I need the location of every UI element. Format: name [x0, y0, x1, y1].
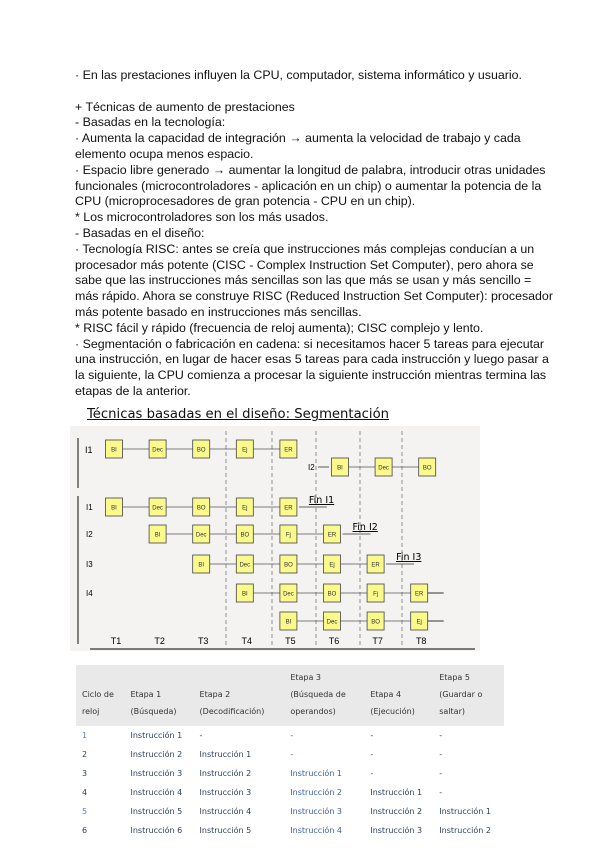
time-label: T6 — [328, 636, 340, 646]
table-cell: - — [439, 769, 443, 778]
table-cell: Instrucción 2 — [199, 769, 252, 778]
table-cell: Instrucción 4 — [130, 788, 183, 797]
stage-label: BO — [371, 619, 380, 626]
time-label: T8 — [415, 636, 427, 646]
table-cell: Instrucción 2 — [130, 750, 183, 759]
stage-label: ER — [284, 447, 293, 454]
stage-label: BO — [196, 505, 206, 512]
stage-label: Ej — [416, 619, 422, 626]
row-label: I1 — [85, 445, 93, 455]
table-cell: Instrucción 2 — [290, 788, 343, 797]
time-label: T2 — [154, 636, 165, 646]
stage-label: Ej — [242, 447, 248, 454]
stage-label: ER — [284, 505, 293, 512]
paragraph: * RISC fácil y rápido (frecuencia de reloj aumenta); CISC complejo y lento. — [75, 320, 484, 335]
table-cell: Instrucción 3 — [130, 769, 183, 778]
column-header: Etapa 2 (Decodificación) — [194, 665, 285, 726]
table-cell: Instrucción 5 — [130, 807, 183, 816]
stage-label: BO — [284, 562, 293, 569]
stage-label: Ej — [329, 562, 335, 569]
table-cell: - — [370, 769, 374, 778]
stage-label: ER — [371, 562, 380, 569]
table-cell: - — [439, 731, 443, 740]
table-cell: Instrucción 4 — [290, 826, 343, 835]
stage-label: BI — [154, 532, 161, 539]
stage-label: BO — [422, 465, 432, 472]
stage-label: Dec — [378, 465, 389, 472]
table-cell: - — [439, 750, 443, 759]
table-cell: Instrucción 1 — [439, 807, 491, 816]
table-cell: 1 — [82, 731, 88, 740]
stage-label: Fj — [373, 591, 379, 598]
stage-label: Dec — [326, 619, 338, 626]
time-label: T1 — [110, 636, 122, 646]
row-label: I2 — [308, 463, 315, 472]
fin-label: Fin I1 — [308, 495, 335, 506]
table-cell: - — [290, 731, 294, 740]
row-label: I2 — [86, 530, 93, 539]
row-label: I4 — [86, 589, 93, 598]
table-cell: Instrucción 1 — [370, 788, 423, 797]
stage-label: Dec — [195, 532, 207, 539]
stage-label: BO — [240, 532, 250, 539]
stage-label: ER — [415, 591, 424, 598]
row-label: I1 — [86, 503, 93, 512]
pipeline-diagram — [70, 426, 480, 651]
table-cell: Instrucción 2 — [439, 826, 491, 835]
table-cell: Instrucción 5 — [199, 826, 252, 835]
stage-label: Dec — [283, 591, 294, 598]
column-header: Etapa 5 (Guardar o saltar) — [433, 665, 504, 726]
table-cell: 3 — [82, 769, 88, 778]
column-header: Ciclo de reloj — [76, 665, 125, 726]
paragraph: · Espacio libre generado → aumentar la longitud de palabra, introducir otras unidades funcionales (microcontroladores - aplicación en un chip) o aumentar la potencia de la CPU (microprocesadores de gran potencia - CPU en un chip). — [75, 162, 546, 209]
row-label: I3 — [86, 560, 93, 569]
table-row — [76, 745, 504, 764]
table-cell: Instrucción 3 — [199, 788, 252, 797]
table-header-row — [76, 665, 504, 726]
body-text — [75, 68, 557, 400]
column-header: Etapa 1 (Búsqueda) — [125, 665, 194, 726]
blank-line — [75, 84, 557, 100]
stage-label: Dec — [239, 562, 251, 569]
time-label: T3 — [197, 636, 209, 646]
table-row — [76, 802, 504, 821]
table-cell: - — [290, 750, 294, 759]
table-cell: - — [370, 731, 374, 740]
table-cell: - — [199, 731, 203, 740]
paragraph: · En las prestaciones influyen la CPU, computador, sistema informático y usuario. — [75, 68, 522, 82]
table-cell: Instrucción 1 — [290, 769, 343, 778]
table-cell: 2 — [82, 750, 88, 759]
time-label: T5 — [285, 636, 296, 646]
table-cell: 6 — [82, 826, 88, 835]
paragraph: * Los microcontroladores son los más usados. — [75, 210, 329, 225]
paragraph: · Aumenta la capacidad de integración → aumenta la velocidad de trabajo y cada elemento ocupa menos espacio. — [75, 131, 521, 161]
table-row — [76, 764, 504, 783]
stage-label: Dec — [152, 505, 163, 512]
table-cell: Instrucción 4 — [199, 807, 252, 816]
table-cell: - — [370, 750, 374, 759]
stage-label: Dec — [152, 447, 163, 454]
table-cell: Instrucción 1 — [130, 731, 183, 740]
stage-label: BI — [337, 465, 343, 472]
table-cell: - — [439, 788, 443, 797]
stage-label: Ej — [242, 505, 248, 512]
table-cell: Instrucción 1 — [199, 750, 252, 759]
paragraph: · Segmentación o fabricación en cadena: si necesitamos hacer 5 tareas para ejecutar una instrucción, en lugar de hacer esas 5 tareas para cada instrucción y luego pasar a la siguiente, la CPU comienza a procesar la siguiente instrucción mientras termina las etapas de la anterior. — [75, 336, 549, 398]
paragraph: · Tecnología RISC: antes se creía que instrucciones más complejas conducían a un procesador más potente (CISC - Complex Instruction Set Computer), pero ahora se sabe que las instrucciones más sencillas son las que más se usan y más sencillo = más rápido. Ahora se construye RISC (Reduced Instruction Set Computer): procesador más potente basado en instrucciones más sencillas. — [75, 241, 553, 319]
stage-label: BO — [196, 447, 206, 454]
paragraph: - Basadas en el diseño: — [75, 225, 205, 240]
fin-label: Fin I3 — [396, 552, 422, 563]
stage-label: ER — [327, 532, 337, 539]
table-row — [76, 821, 504, 840]
time-label: T4 — [241, 636, 253, 646]
stage-label: BI — [285, 619, 292, 626]
time-label: T7 — [372, 636, 383, 646]
table-cell: Instrucción 6 — [130, 826, 183, 835]
figure-title: Técnicas basadas en el diseño: Segmentación — [87, 407, 389, 422]
stage-label: BI — [198, 562, 205, 569]
pipeline-table — [76, 665, 504, 840]
table-cell: 5 — [82, 807, 88, 816]
stage-label: BI — [111, 505, 117, 512]
stage-label: Fj — [285, 532, 291, 539]
table-cell: Instrucción 3 — [370, 826, 423, 835]
table-cell: Instrucción 2 — [370, 807, 423, 816]
paragraph: - Basadas en la tecnología: — [75, 115, 226, 130]
table-row — [76, 726, 504, 745]
column-header: Etapa 4 (Ejecución) — [364, 665, 433, 726]
table-row — [76, 783, 504, 802]
paragraph: + Técnicas de aumento de prestaciones — [75, 99, 295, 114]
stage-label: BI — [241, 591, 248, 598]
stage-label: BI — [111, 447, 117, 454]
column-header: Etapa 3 (Búsqueda de operandos) — [284, 665, 364, 726]
table-cell: Instrucción 3 — [290, 807, 343, 816]
table-cell: 4 — [82, 788, 88, 797]
stage-label: BO — [327, 591, 337, 598]
fin-label: Fin I2 — [352, 522, 378, 533]
